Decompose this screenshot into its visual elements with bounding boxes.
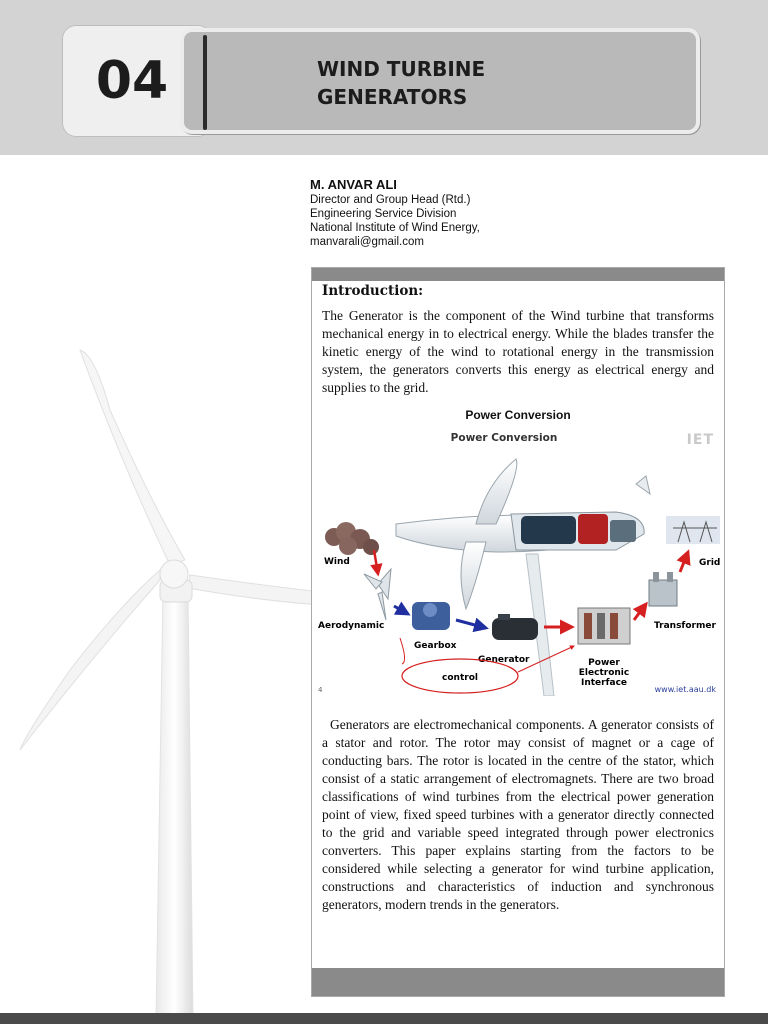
label-transformer: Transformer <box>654 621 716 631</box>
author-name: M. ANVAR ALI <box>310 177 397 192</box>
author-institute: National Institute of Wind Energy, <box>310 222 480 234</box>
gearbox-image <box>412 602 450 630</box>
label-gearbox: Gearbox <box>414 641 457 651</box>
arrow-gearbox-to-generator <box>456 620 486 628</box>
arrow-wind-to-rotor <box>374 550 378 574</box>
iet-logo: IET <box>686 432 714 448</box>
card-top-bar <box>312 268 724 281</box>
label-power-3: Interface <box>580 678 628 688</box>
slide-number: 4 <box>318 686 323 694</box>
author-division: Engineering Service Division <box>310 208 457 220</box>
control-line-rotor <box>400 638 405 664</box>
label-grid: Grid <box>699 558 721 568</box>
grid-image <box>666 516 720 544</box>
wind-cloud <box>325 522 379 555</box>
page-title: WIND TURBINE GENERATORS <box>317 57 486 109</box>
figure-inner-title: Power Conversion <box>450 432 558 444</box>
label-generator: Generator <box>478 655 530 665</box>
label-control: control <box>442 673 478 683</box>
arrow-interface-to-transformer <box>634 604 646 620</box>
arrow-transformer-to-grid <box>680 552 688 572</box>
power-conversion-figure <box>316 424 722 696</box>
power-electronic-image <box>578 608 630 644</box>
intro-heading: Introduction: <box>322 283 424 299</box>
label-power-2: Electronic <box>578 668 630 678</box>
chapter-number: 04 <box>95 51 169 111</box>
page-bottom-bar <box>0 1013 768 1024</box>
intro-paragraph: The Generator is the component of the Wind turbine that transforms mechanical energy in to electrical energy. While the blades transfer the kinetic energy of the wind to rotational energy in the transmission system, the generators converts this energy as electrical energy and supplies to the grid. <box>322 308 714 395</box>
author-email: manvarali@gmail.com <box>310 236 424 248</box>
body-paragraph: Generators are electromechanical components. A generator consists of a stator and rotor. The rotor may consist of magnet or a cage of conducting bars. The rotor is located in the centre of the stator, which consist of a static arrangement of electromagnets. There are two broad classifications of wind turbines from the electrical power generation point of view, fixed speed turbines with a generator directly connected to the grid and variable speed integrated through power electronics converters. This paper explains starting from the factors to be considered while selecting a generator for wind turbine application, constructions and characteristics of induction and synchronous generators, modern trends in the generators. <box>322 717 714 912</box>
author-block <box>310 176 710 249</box>
figure-caption: Power Conversion <box>465 408 571 422</box>
aerodynamic-rotor <box>364 569 391 620</box>
arrow-rotor-to-gearbox <box>394 606 408 614</box>
label-power-1: Power <box>588 658 620 668</box>
transformer-image <box>649 572 677 606</box>
label-aerodynamic: Aerodynamic <box>318 621 385 631</box>
author-title: Director and Group Head (Rtd.) <box>310 194 471 206</box>
header-divider <box>203 35 207 130</box>
card-bottom-bar <box>312 968 724 996</box>
source-url: www.iet.aau.dk <box>654 685 716 694</box>
label-wind: Wind <box>324 557 350 567</box>
article-card <box>311 267 725 997</box>
generator-image <box>492 614 538 640</box>
wind-turbine-illustration <box>0 330 320 1020</box>
